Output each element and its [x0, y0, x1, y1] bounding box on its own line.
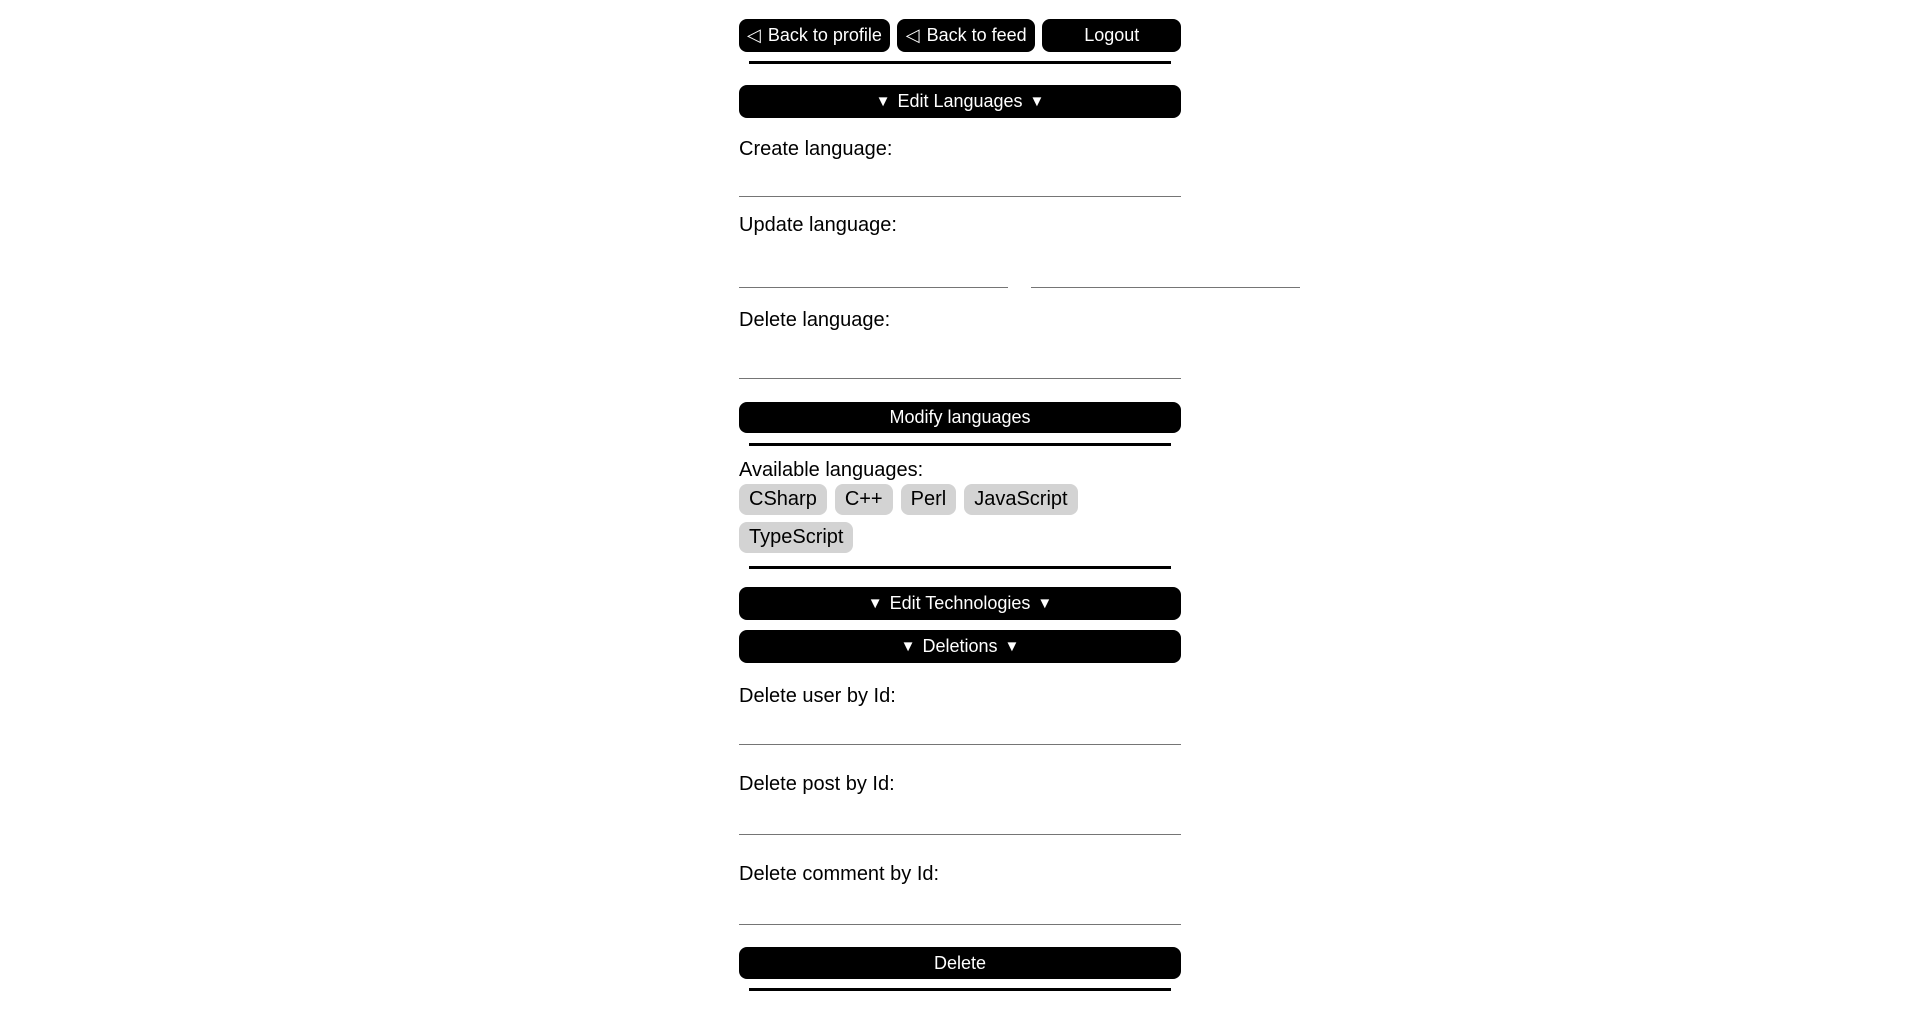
- edit-technologies-label: Edit Technologies: [889, 593, 1031, 613]
- chevron-down-icon: ▼: [867, 595, 883, 612]
- delete-post-label: Delete post by Id:: [739, 773, 895, 795]
- available-languages-label: Available languages:: [739, 459, 924, 481]
- chevron-down-icon: ▼: [900, 638, 916, 655]
- language-chips-row-1: [739, 484, 1181, 515]
- content-column: [739, 0, 1181, 991]
- edit-languages-label: Edit Languages: [897, 91, 1023, 111]
- modify-languages-label: Modify languages: [889, 407, 1031, 427]
- update-language-new-input[interactable]: [1031, 252, 1300, 288]
- create-language-label: Create language:: [739, 138, 893, 160]
- language-chip-perl[interactable]: Perl: [901, 484, 957, 515]
- divider: [749, 61, 1171, 64]
- chevron-down-icon: ▼: [1037, 595, 1053, 612]
- back-to-profile-button[interactable]: [739, 19, 890, 52]
- delete-user-id-input[interactable]: [739, 709, 1181, 745]
- update-language-label: Update language:: [739, 214, 897, 236]
- back-to-feed-button[interactable]: [897, 19, 1036, 52]
- back-to-profile-label: Back to profile: [767, 25, 882, 45]
- back-arrow-icon: ◁: [905, 25, 920, 45]
- back-to-feed-label: Back to feed: [926, 25, 1027, 45]
- logout-label: Logout: [1084, 25, 1140, 45]
- chevron-down-icon: ▼: [875, 93, 891, 110]
- deletions-label: Deletions: [922, 636, 998, 656]
- back-arrow-icon: ◁: [747, 25, 761, 45]
- language-chip-csharp[interactable]: CSharp: [739, 484, 827, 515]
- delete-comment-label: Delete comment by Id:: [739, 863, 940, 885]
- chevron-down-icon: ▼: [1029, 93, 1045, 110]
- delete-language-label: Delete language:: [739, 309, 891, 331]
- language-chip-javascript[interactable]: JavaScript: [964, 484, 1077, 515]
- top-nav-row: [739, 19, 1181, 52]
- chevron-down-icon: ▼: [1004, 638, 1020, 655]
- language-chip-cpp[interactable]: C++: [835, 484, 893, 515]
- language-chips-row-2: [739, 522, 1181, 553]
- delete-user-label: Delete user by Id:: [739, 685, 896, 707]
- edit-technologies-toggle[interactable]: [739, 587, 1181, 620]
- delete-post-id-input[interactable]: [739, 799, 1181, 835]
- divider: [749, 566, 1171, 569]
- create-language-input[interactable]: [739, 161, 1181, 197]
- delete-language-input[interactable]: [739, 343, 1181, 379]
- logout-button[interactable]: [1042, 19, 1181, 52]
- edit-languages-toggle[interactable]: [739, 85, 1181, 118]
- delete-comment-id-input[interactable]: [739, 889, 1181, 925]
- divider: [749, 443, 1171, 446]
- update-language-inputs-row: [739, 252, 1181, 288]
- delete-button[interactable]: [739, 947, 1181, 979]
- update-language-old-input[interactable]: [739, 252, 1008, 288]
- divider: [749, 988, 1171, 991]
- delete-button-label: Delete: [933, 952, 987, 973]
- modify-languages-button[interactable]: [739, 402, 1181, 433]
- deletions-toggle[interactable]: [739, 630, 1181, 663]
- language-chip-typescript[interactable]: TypeScript: [739, 522, 853, 553]
